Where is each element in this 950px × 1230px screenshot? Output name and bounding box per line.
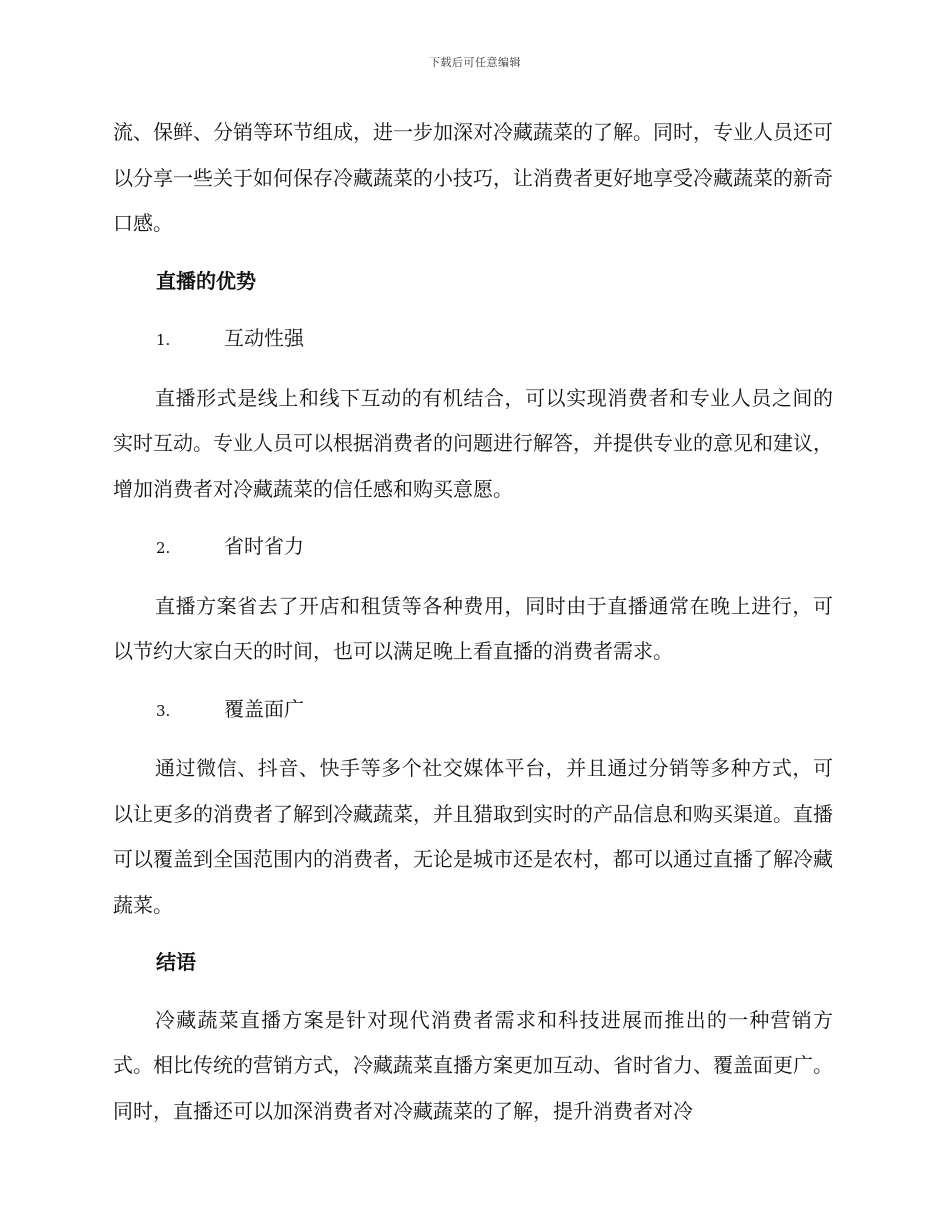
list-label: 互动性强 xyxy=(224,326,304,350)
list-number: 3. xyxy=(156,701,171,720)
list-item-1 xyxy=(113,316,833,364)
intro-paragraph-continued: 流、保鲜、分销等环节组成，进一步加深对冷藏蔬菜的了解。同时，专业人员还可以分享一些关于如何保存冷藏蔬菜的小技巧，让消费者更好地享受冷藏蔬菜的新奇口感。 xyxy=(113,120,833,235)
page-header-note: 下载后可任意编辑 xyxy=(429,56,521,69)
paragraph-coverage: 通过微信、抖音、快手等多个社交媒体平台，并且通过分销等多种方式，可以让更多的消费者了解到冷藏蔬菜，并且猎取到实时的产品信息和购买渠道。直播可以覆盖到全国范围内的消费者，无论是城市还是农村，都可以通过直播了解冷藏蔬菜。 xyxy=(113,756,833,917)
list-item-2 xyxy=(113,524,833,572)
paragraph-time-saving: 直播方案省去了开店和租赁等各种费用，同时由于直播通常在晚上进行，可以节约大家白天的时间，也可以满足晚上看直播的消费者需求。 xyxy=(113,593,833,663)
paragraph-interaction: 直播形式是线上和线下互动的有机结合，可以实现消费者和专业人员之间的实时互动。专业人员可以根据消费者的问题进行解答，并提供专业的意见和建议，增加消费者对冷藏蔬菜的信任感和购买意愿。 xyxy=(113,385,833,501)
section-heading-advantages: 直播的优势 xyxy=(156,268,256,293)
list-item-3 xyxy=(113,687,833,735)
list-number: 1. xyxy=(156,331,171,349)
list-label: 省时省力 xyxy=(224,534,304,558)
paragraph-conclusion: 冷藏蔬菜直播方案是针对现代消费者需求和科技进展而推出的一种营销方式。相比传统的营销方式，冷藏蔬菜直播方案更加互动、省时省力、覆盖面更广。同时，直播还可以加深消费者对冷藏蔬菜的了解，提升消费者对冷 xyxy=(113,1007,833,1123)
section-heading-conclusion: 结语 xyxy=(156,950,196,974)
list-label: 覆盖面广 xyxy=(224,696,304,721)
list-number: 2. xyxy=(156,539,171,557)
document-body xyxy=(113,110,833,1134)
